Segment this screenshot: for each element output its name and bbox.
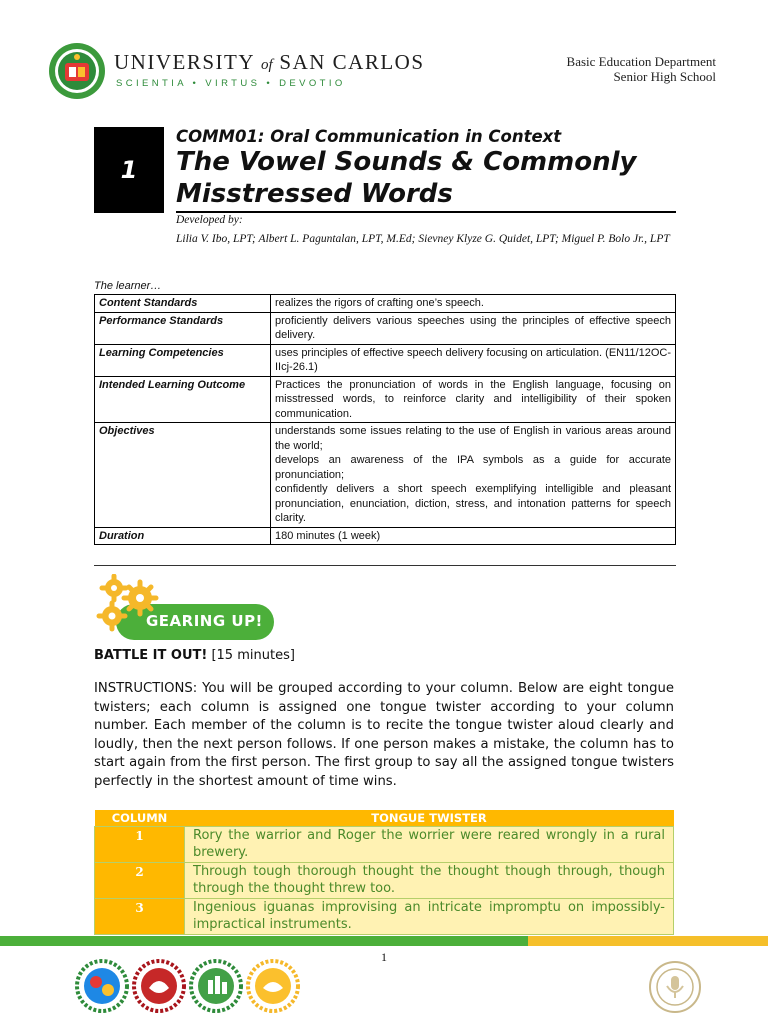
row-value: proficiently delivers various speeches using the principles of effective speech delivery. xyxy=(271,312,676,344)
university-motto: SCIENTIA • VIRTUS • DEVOTIO xyxy=(116,78,346,89)
oral-communication-seal-icon xyxy=(648,960,702,1014)
row-value: Practices the pronunciation of words in the English language, focusing on misstressed words, to reinforce clarity and intelligibility of their spoken communication. xyxy=(271,376,676,423)
footer-bar-green xyxy=(0,936,528,946)
banner-label: GEARING UP! xyxy=(146,612,263,630)
row-label: Objectives xyxy=(95,423,271,528)
tongue-twister-table xyxy=(94,810,674,935)
row-value: 180 minutes (1 week) xyxy=(271,527,676,545)
instructions-paragraph: INSTRUCTIONS: You will be grouped according to your column. Below are eight tongue twisters; each column is assigned one tongue twister according to your column number. Each member of the column is to recite the tongue twister aloud clearly and loudly, then the next person follows. If one person makes a mistake, the column has to start again from the first person. The first group to say all the assigned tongue twisters perfectly in the shortest amount of time wins. xyxy=(94,681,674,789)
column-number: 2 xyxy=(95,863,185,899)
row-value: realizes the rigors of crafting one’s speech. xyxy=(271,295,676,313)
twister-header: TONGUE TWISTER xyxy=(185,810,674,827)
module-number: 1 xyxy=(94,127,164,213)
twister-text: Through tough thorough thought the thought though through, though through the thought threw too. xyxy=(185,863,674,899)
activity-heading xyxy=(94,648,295,663)
developed-by-label: Developed by: xyxy=(176,214,243,226)
activity-time: [15 minutes] xyxy=(211,648,295,663)
row-label: Duration xyxy=(95,527,271,545)
row-label: Learning Competencies xyxy=(95,344,271,376)
module-title: The Vowel Sounds & Commonly Misstressed Words xyxy=(176,146,676,213)
footer-bar-yellow xyxy=(528,936,768,946)
page-number: 1 xyxy=(381,950,387,964)
objective-item: understands some issues relating to the use of English in various areas around the world; xyxy=(275,425,671,452)
course-title: COMM01: Oral Communication in Context xyxy=(176,127,562,146)
twister-text: Rory the warrior and Roger the worrier were reared wrongly in a rural brewery. xyxy=(185,827,674,863)
university-seal-icon xyxy=(48,42,106,100)
table-header-row xyxy=(95,810,674,827)
table-row xyxy=(95,863,674,899)
row-label: Intended Learning Outcome xyxy=(95,376,271,423)
core-values-seals-icon xyxy=(74,958,304,1014)
table-row xyxy=(95,827,674,863)
row-value xyxy=(271,423,676,528)
objective-item: confidently delivers a short speech exemplifying intelligible and pleasant pronunciation, enunciation, diction, stress, and intonation patterns for speech clarity. xyxy=(275,483,671,524)
standards-table xyxy=(94,294,676,545)
developer-names: Lilia V. Ibo, LPT; Albert L. Paguntalan, LPT, M.Ed; Sievney Klyze G. Quidet, LPT; Miguel P. Bolo Jr., LPT xyxy=(176,233,670,245)
activity-title: BATTLE IT OUT! xyxy=(94,648,208,663)
table-row xyxy=(95,899,674,935)
gearing-up-banner xyxy=(96,574,276,642)
table-row xyxy=(95,344,676,376)
row-label: Content Standards xyxy=(95,295,271,313)
table-row xyxy=(95,527,676,545)
table-row xyxy=(95,376,676,423)
table-row xyxy=(95,312,676,344)
twister-text: Ingenious iguanas improvising an intricate impromptu on impossibly-impractical instruments. xyxy=(185,899,674,935)
section-divider xyxy=(94,565,676,566)
page-header xyxy=(0,0,768,110)
table-row xyxy=(95,295,676,313)
objective-item: develops an awareness of the IPA symbols as a guide for accurate pronunciation; xyxy=(275,454,671,481)
row-label: Performance Standards xyxy=(95,312,271,344)
table-row xyxy=(95,423,676,528)
university-name: UNIVERSITY of SAN CARLOS xyxy=(114,50,425,74)
column-header: COLUMN xyxy=(95,810,185,827)
row-value: uses principles of effective speech delivery focusing on articulation. (EN11/12OC-IIcj-26.1) xyxy=(271,344,676,376)
department-label: Basic Education Department Senior High School xyxy=(566,54,716,84)
column-number: 3 xyxy=(95,899,185,935)
learner-intro: The learner… xyxy=(94,280,162,292)
column-number: 1 xyxy=(95,827,185,863)
